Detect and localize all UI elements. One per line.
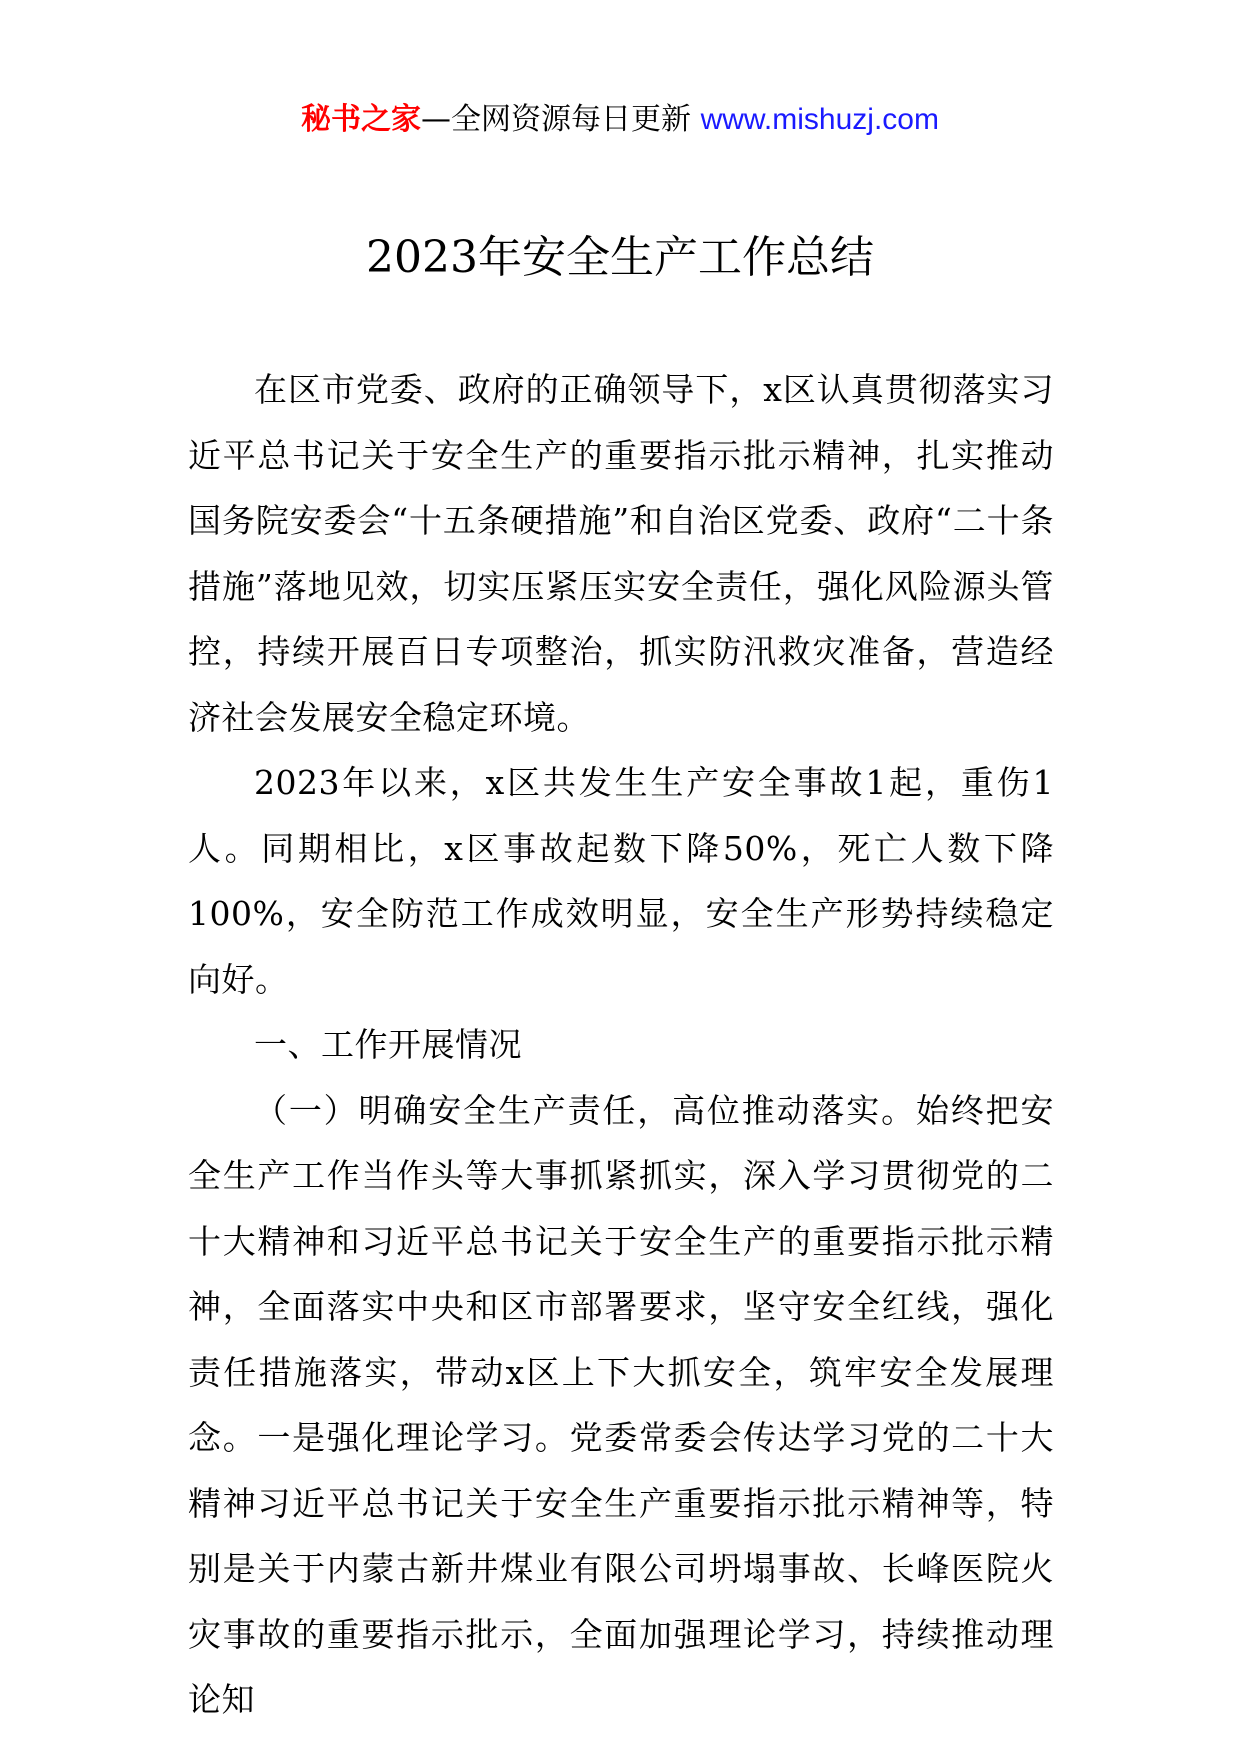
- site-header: [0, 98, 1240, 142]
- site-slogan: —全网资源每日更新: [421, 102, 701, 137]
- document-body: [188, 357, 1054, 1733]
- site-brand: 秘书之家: [301, 102, 422, 137]
- paragraph-intro: 在区市党委、政府的正确领导下，x区认真贯彻落实习近平总书记关于安全生产的重要指示批示精神，扎实推动国务院安委会“十五条硬措施”和自治区党委、政府“二十条措施”落地见效，切实压紧压实安全责任，强化风险源头管控，持续开展百日专项整治，抓实防汛救灾准备，营造经济社会发展安全稳定环境。: [188, 370, 1054, 737]
- paragraph-statistics: 2023年以来，x区共发生生产安全事故1起，重伤1人。同期相比，x区事故起数下降50%，死亡人数下降100%，安全防范工作成效明显，安全生产形势持续稳定向好。: [188, 763, 1054, 999]
- site-url-link[interactable]: www.mishuzj.com: [700, 103, 939, 136]
- document-title: 2023年安全生产工作总结: [366, 232, 874, 283]
- section-heading: 一、工作开展情况: [254, 1025, 522, 1064]
- paragraph-responsibility: （一）明确安全生产责任，高位推动落实。始终把安全生产工作当作头等大事抓紧抓实，深入学习贯彻党的二十大精神和习近平总书记关于安全生产的重要指示批示精神，全面落实中央和区市部署要求，坚守安全红线，强化责任措施落实，带动x区上下大抓安全，筑牢安全发展理念。一是强化理论学习。党委常委会传达学习党的二十大精神习近平总书记关于安全生产重要指示批示精神等，特别是关于内蒙古新井煤业有限公司坍塌事故、长峰医院火灾事故的重要指示批示，全面加强理论学习，持续推动理论知: [188, 1090, 1054, 1719]
